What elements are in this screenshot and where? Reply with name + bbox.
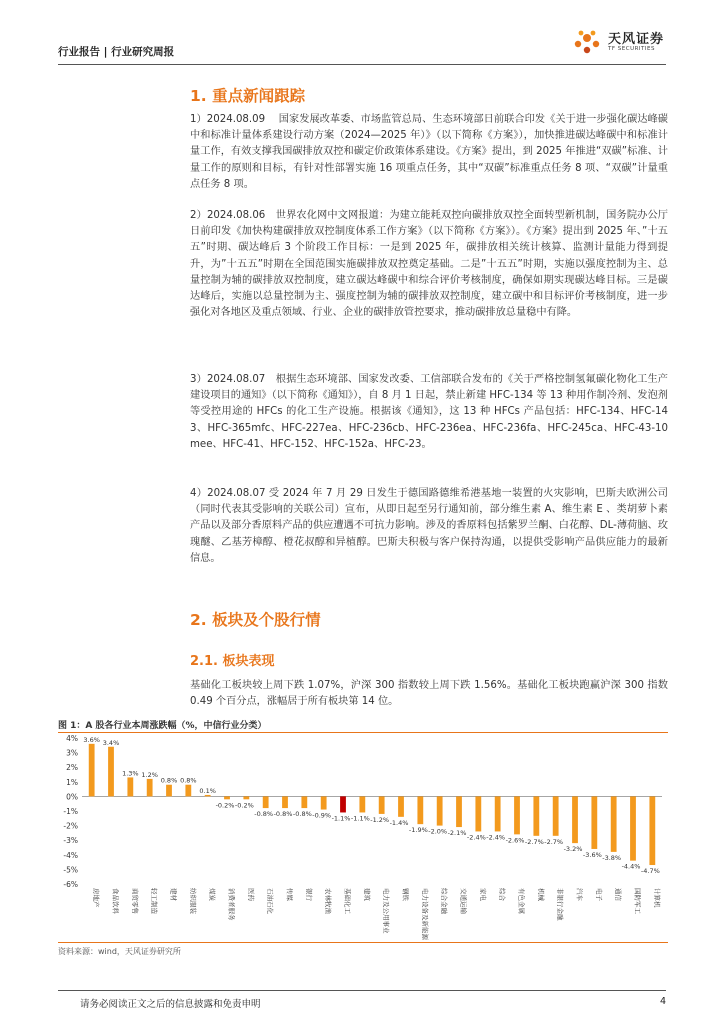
bar (127, 777, 133, 796)
x-category-label: 计算机 (652, 888, 661, 908)
x-category-label: 房地产 (92, 888, 101, 908)
x-category-label: 电力设备及新能源 (420, 888, 429, 940)
x-category-label: 建材 (169, 888, 178, 901)
bar-value-label: -0.8% (254, 810, 274, 819)
bar (398, 796, 404, 816)
bar-value-label: -0.2% (215, 801, 235, 810)
bar (475, 796, 481, 831)
bar (301, 796, 307, 808)
news-paragraph-1: 1）2024.08.09 国家发展改革委、市场监管总局、生态环境部日前联合印发《关于进一步强化碳达峰碳中和标准计量体系建设行动方案（2024—2025 年）》（以下简称《方案》），加快推进碳达峰碳中和标准计量工作，有效支撑我国碳排放双控和碳定价政策体系建设。《方案》提出，到 2025 年推进“双碳”标准、计量工作的原则和目标，有针对性部署实施 16 项重点任务，其中“双碳”标准重点任务 8 项、“双碳”计量重点任务 8 项。 (190, 114, 668, 190)
industry-returns-bar-chart (58, 734, 668, 940)
bar (359, 796, 365, 812)
bar-value-label: 3.4% (102, 738, 120, 747)
x-category-label: 食品饮料 (111, 888, 120, 914)
figure-bottom-rule (58, 942, 668, 943)
x-category-label: 电力及公用事业 (382, 888, 391, 934)
figure-top-rule (58, 732, 668, 733)
bar-value-label: -0.8% (273, 810, 293, 819)
bar-value-label: -2.1% (447, 829, 467, 838)
bar (514, 796, 520, 834)
x-category-label: 医药 (246, 888, 255, 901)
section-title-news: 1. 重点新闻跟踪 (190, 87, 306, 105)
bar-value-label: -4.4% (621, 862, 641, 871)
news-paragraph-4: 4）2024.08.07 受 2024 年 7 月 29 日发生于德国路德维希港基地一装置的火灾影响，巴斯夫欧洲公司（同时代表其受影响的关联公司）宣布，从即日起至另行通知前，部分维生素 A、维生素 E 、类胡萝卜素产品以及部分香原料产品的供应遭遇不可抗力影响。涉及的香原料包括紫罗兰酮、白花醇、DL-薄荷脑、玫瑰醚、乙基芳樟醇、橙花叔醇和异植醇。巴斯夫积极与客户保持沟通，以提供受影响产品供应能力的最新信息。 (190, 488, 668, 564)
y-tick-label: 1% (66, 777, 78, 787)
news-paragraph-2: 2）2024.08.06 世界农化网中文网报道：为建立能耗双控向碳排放双控全面转型新机制，国务院办公厅日前印发《加快构建碳排放双控制度体系工作方案》（以下简称《方案》）。《方案》提出到 2025 年、”十五五”时期、碳达峰后 3 个阶段工作目标：一是到 2025 年，碳排放相关统计核算、监测计量能力得到提升，为”十五五”时期在全国范围实施碳排放双控奠定基础。二是”十五五”时期，实施以强度控制为主、总量控制为辅的碳排放双控制度，建立碳达峰碳中和综合评价考核制度，确保如期实现碳达峰目标。三是碳达峰后，实施以总量控制为主、强度控制为辅的碳排放双控制度，建立碳中和目标评价考核制度，进一步强化对各地区及重点领域、行业、企业的碳排放管控要求，推动碳排放总量稳中有降。 (190, 210, 668, 319)
bar-value-label: -2.4% (486, 833, 506, 842)
bar (340, 796, 346, 812)
bar-value-label: -1.1% (331, 814, 351, 823)
bar-value-label: -2.7% (524, 837, 544, 846)
x-category-label: 农林牧渔 (324, 888, 333, 914)
bar-value-label: 0.8% (160, 776, 178, 785)
y-tick-label: -4% (63, 850, 78, 860)
x-category-label: 交通运输 (459, 888, 468, 914)
bar-value-label: -4.7% (640, 867, 660, 876)
company-logo (570, 24, 670, 58)
bar-value-label: -1.1% (350, 814, 370, 823)
bar (379, 796, 385, 814)
x-category-label: 综合 (498, 888, 507, 901)
bar-value-label: -2.0% (428, 827, 448, 836)
x-category-label: 家电 (478, 888, 487, 901)
bar (649, 796, 655, 865)
bar (108, 747, 114, 797)
bar-value-label: -3.2% (563, 845, 583, 854)
logo-text-cn: 天风证券 (608, 32, 665, 47)
bar-value-label: 1.2% (141, 770, 158, 779)
x-category-label: 纺织服装 (188, 888, 197, 914)
bar (630, 796, 636, 860)
bar (591, 796, 597, 849)
bar-value-label: 0.8% (180, 776, 197, 785)
news-paragraph-3: 3）2024.08.07 根据生态环境部、国家发改委、工信部联合发布的《关于严格控制氢氟碳化物化工生产建设项目的通知》（以下简称《通知》），自 8 月 1 日起，禁止新建 HFC-134 等 13 种用作制冷剂、发泡剂等受控用途的 HFCs 的化工生产设施。根据该《通知》，这 13 种 HFCs 产品包括：HFC-134、HFC-143、HFC-365mfc、HFC-227ea、HFC-236cb、HFC-236ea、HFC-236fa、HFC-245ca、HFC-43-10mee、HFC-41、HFC-152、HFC-152a、HFC-23。 (190, 374, 668, 450)
x-category-label: 国防军工 (633, 888, 642, 914)
y-tick-label: -1% (63, 807, 78, 816)
y-tick-label: 3% (66, 748, 78, 758)
bar-value-label: -2.4% (466, 833, 486, 842)
bar-value-label: -0.9% (312, 811, 332, 820)
x-category-label: 煤炭 (208, 888, 217, 901)
bar (533, 796, 539, 835)
x-category-label: 银行 (304, 888, 313, 901)
bar (611, 796, 617, 851)
bar (224, 796, 230, 799)
bar-value-label: 3.6% (83, 735, 100, 744)
y-tick-label: -6% (63, 880, 78, 889)
section-title-market: 2. 板块及个股行情 (190, 611, 321, 629)
footer-divider (58, 990, 666, 991)
bar-value-label: -0.8% (292, 810, 312, 819)
x-category-label: 钢铁 (401, 888, 410, 901)
y-tick-label: -3% (63, 836, 78, 846)
x-category-label: 建筑 (362, 888, 371, 901)
x-category-label: 综合金融 (440, 888, 449, 914)
bar (205, 795, 211, 796)
x-category-label: 消费者服务 (227, 888, 236, 921)
report-breadcrumb: 行业报告 | 行业研究周报 (58, 46, 175, 58)
x-category-label: 汽车 (575, 888, 584, 901)
bar (243, 796, 249, 799)
x-category-label: 机械 (536, 888, 545, 901)
bar-value-label: 1.3% (122, 769, 139, 778)
bar-value-label: -2.7% (544, 837, 564, 846)
x-category-label: 商贸零售 (130, 888, 139, 914)
x-category-label: 石油石化 (266, 888, 275, 914)
bar (456, 796, 462, 827)
x-category-label: 有色金属 (517, 888, 526, 914)
x-category-label: 传媒 (285, 888, 294, 901)
y-tick-label: -2% (63, 821, 78, 831)
bar (553, 796, 559, 835)
bar-value-label: -1.9% (408, 826, 428, 835)
bar-value-label: -0.2% (234, 801, 254, 810)
bar-value-label: -1.2% (370, 815, 390, 824)
bar-value-label: -3.6% (582, 850, 602, 859)
bar (495, 796, 501, 831)
sector-paragraph: 基础化工板块较上周下跌 1.07%，沪深 300 指数较上周下跌 1.56%。基础化工板块跑赢沪深 300 指数 0.49 个百分点，涨幅居于所有板块第 14 位。 (190, 680, 668, 708)
figure-source: 资料来源：wind，天风证券研究所 (58, 947, 181, 956)
header-divider (58, 64, 666, 65)
bar (572, 796, 578, 843)
subsection-title-sector: 2.1. 板块表现 (190, 654, 275, 669)
x-category-label: 非银行金融 (556, 888, 565, 921)
bar-value-label: -3.8% (602, 853, 622, 862)
x-category-label: 基础化工 (343, 888, 352, 914)
page-number: 4 (659, 996, 666, 1007)
bar (437, 796, 443, 825)
y-tick-label: -5% (63, 865, 78, 875)
bar (321, 796, 327, 809)
bar-value-label: 0.1% (199, 786, 216, 795)
x-category-label: 电子 (594, 888, 603, 901)
bar (263, 796, 269, 808)
tf-logo-icon (570, 24, 604, 58)
bar (185, 785, 191, 797)
bar-value-label: -2.6% (505, 836, 525, 845)
x-category-label: 通信 (614, 888, 623, 901)
x-category-label: 轻工制造 (150, 888, 159, 914)
figure-title: 图 1：A 股各行业本周涨跌幅（%，中信行业分类） (58, 721, 267, 731)
bar (89, 744, 95, 797)
bar-value-label: -1.4% (389, 818, 409, 827)
footer-disclaimer: 请务必阅读正文之后的信息披露和免责申明 (80, 999, 261, 1010)
bar (417, 796, 423, 824)
y-tick-label: 4% (66, 734, 78, 743)
bar (166, 785, 172, 797)
bar (147, 779, 153, 797)
y-tick-label: 2% (66, 763, 78, 773)
logo-text-en: TF SECURITIES (608, 46, 655, 52)
bar (282, 796, 288, 808)
y-tick-label: 0% (66, 792, 78, 802)
